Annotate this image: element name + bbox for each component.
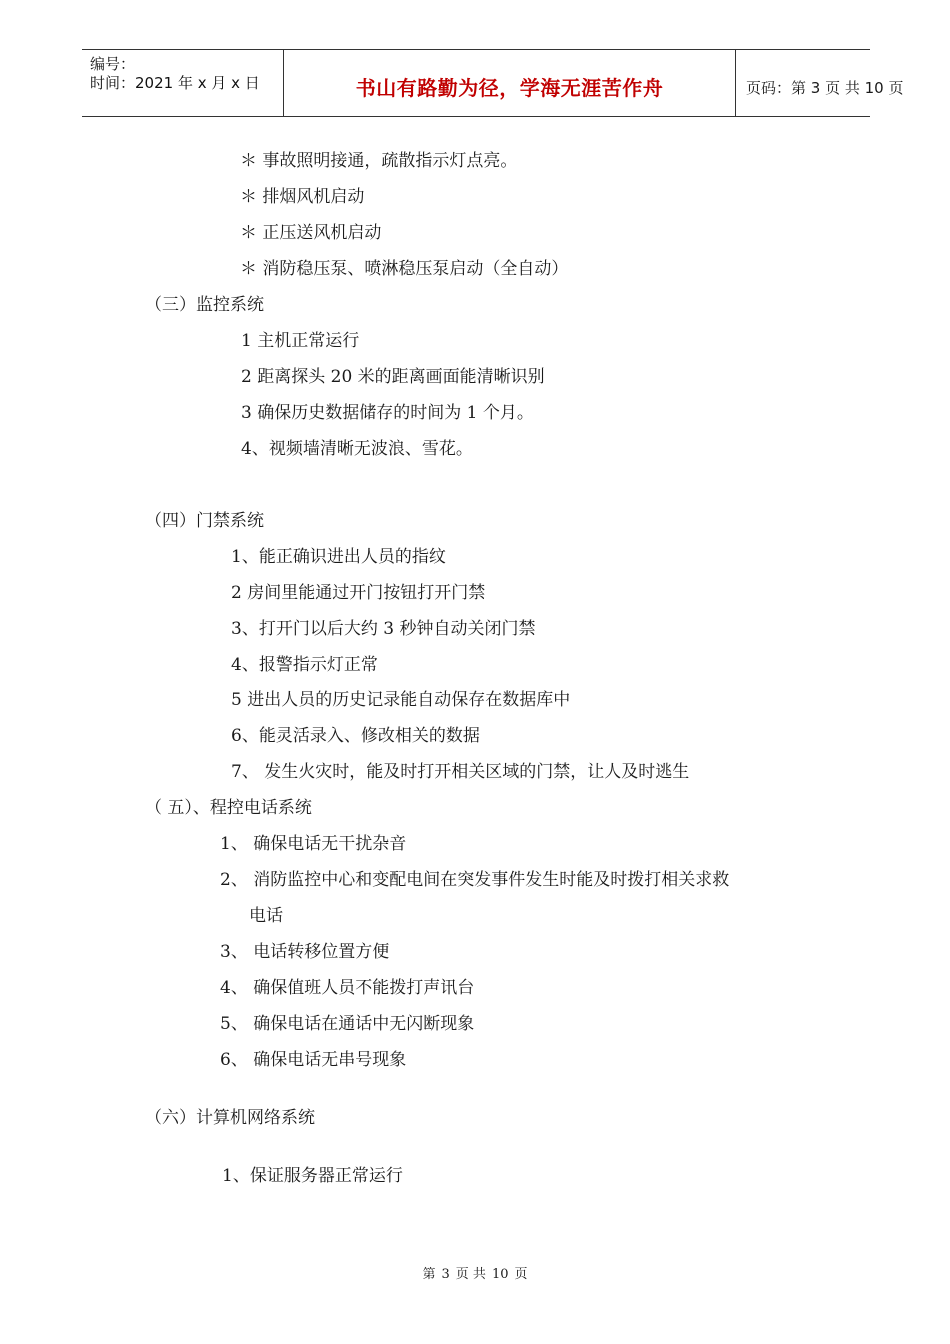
footer-suffix: 页: [514, 1267, 528, 1282]
section-heading: （ 五）、程控电话系统: [145, 798, 312, 818]
header-motto-cell: [283, 50, 736, 116]
section-heading: （四）门禁系统: [145, 511, 264, 531]
list-item: 4、 确保值班人员不能拨打声讯台: [220, 978, 475, 998]
list-item: 3、打开门以后大约 3 秒钟自动关闭门禁: [231, 619, 536, 639]
section-heading: （六）计算机网络系统: [145, 1108, 315, 1128]
list-item: 3、 电话转移位置方便: [220, 942, 390, 962]
footer-prefix: 第: [422, 1267, 436, 1282]
list-item: 6、 确保电话无串号现象: [220, 1050, 407, 1070]
list-item: 1、 确保电话无干扰杂音: [220, 834, 407, 854]
list-item: 5、 确保电话在通话中无闪断现象: [220, 1014, 475, 1034]
list-item: 2、 消防监控中心和变配电间在突发事件发生时能及时拨打相关求救: [220, 870, 730, 890]
document-number-label: 编号：: [90, 55, 136, 73]
list-item: 1、保证服务器正常运行: [222, 1166, 403, 1186]
list-item: 2 房间里能通过开门按钮打开门禁: [231, 583, 486, 603]
list-item: 4、视频墙清晰无波浪、雪花。: [241, 439, 473, 459]
list-item-continuation: 电话: [249, 906, 283, 926]
section-heading: （三）监控系统: [145, 295, 264, 315]
list-item: ＊ 排烟风机启动: [240, 187, 365, 207]
list-item: 5 进出人员的历史记录能自动保存在数据库中: [231, 690, 571, 710]
list-item: 4、报警指示灯正常: [231, 655, 378, 675]
footer-middle: 页 共: [455, 1267, 486, 1282]
list-item: ＊ 正压送风机启动: [240, 223, 382, 243]
list-item: ＊ 事故照明接通，疏散指示灯点亮。: [240, 151, 518, 171]
list-item: 6、能灵活录入、修改相关的数据: [231, 726, 480, 746]
list-item: ＊ 消防稳压泵、喷淋稳压泵启动（全自动）: [240, 259, 569, 279]
page-header: [82, 49, 904, 117]
header-page-info: 页码：第 3 页 共 10 页: [746, 79, 904, 97]
list-item: 7、 发生火灾时，能及时打开相关区域的门禁，让人及时逃生: [231, 762, 690, 782]
list-item: 3 确保历史数据储存的时间为 1 个月。: [241, 403, 534, 423]
page-footer: [0, 1263, 950, 1282]
document-date-label: 时间：2021 年 x 月 x 日: [90, 74, 260, 92]
footer-total-pages: 10: [491, 1267, 509, 1282]
header-meta-cell: [82, 50, 283, 116]
list-item: 1 主机正常运行: [241, 331, 360, 351]
list-item: 1、能正确识进出人员的指纹: [231, 547, 446, 567]
header-motto: 书山有路勤为径，学海无涯苦作舟: [355, 76, 664, 100]
header-page-cell: [736, 50, 904, 116]
footer-page-number: 3: [441, 1267, 450, 1282]
list-item: 2 距离探头 20 米的距离画面能清晰识别: [241, 367, 545, 387]
